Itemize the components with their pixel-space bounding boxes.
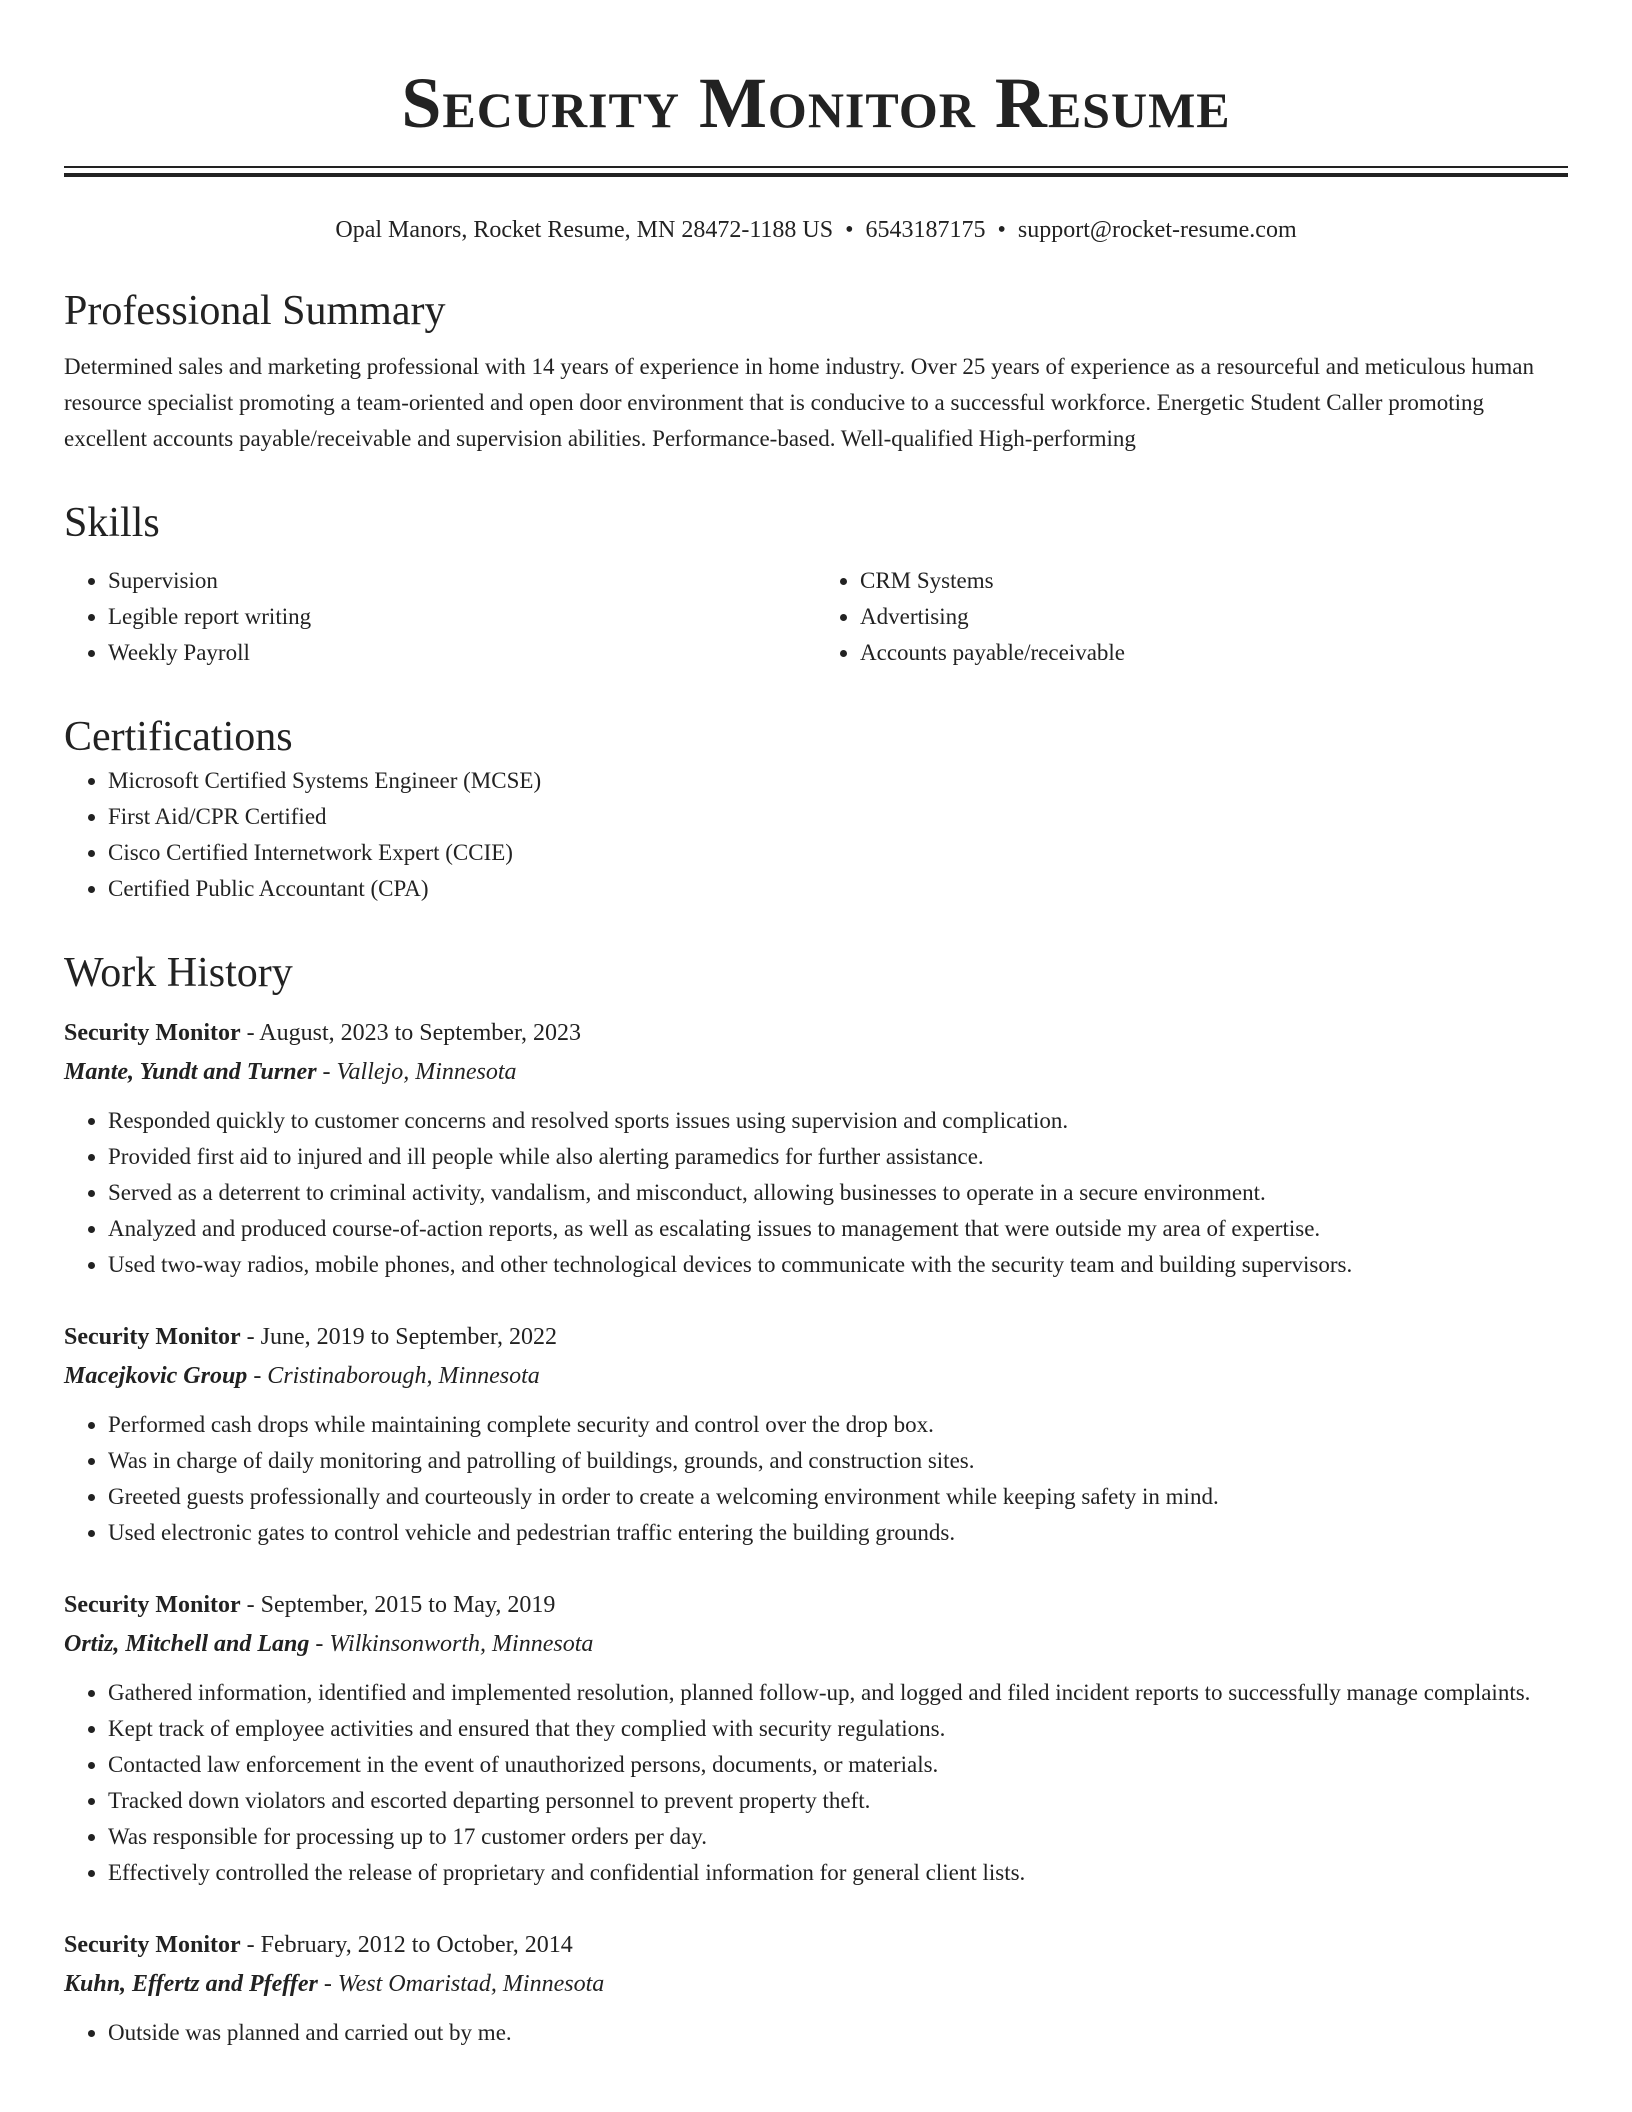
job-dates: - February, 2012 to October, 2014 (240, 1932, 573, 1958)
contact-address: Opal Manors, Rocket Resume, MN 28472-1188 US (335, 217, 834, 243)
duty-item: • Used electronic gates to control vehicle and pedestrian traffic entering the building grounds. (108, 1515, 1568, 1551)
work-history-heading: Work History (64, 950, 293, 996)
duty-item: • Kept track of employee activities and ensured that they complied with security regulations. (108, 1711, 1568, 1747)
job-duties (64, 1675, 1568, 1891)
certification-item: • Cisco Certified Internetwork Expert (CCIE) (108, 835, 1568, 871)
company-name: Macejkovic Group (64, 1363, 248, 1389)
summary-heading: Professional Summary (64, 288, 446, 334)
duty-item: • Gathered information, identified and implemented resolution, planned follow-up, and logged and filed incident reports to successfully manage complaints. (108, 1675, 1568, 1711)
company-line (64, 1053, 1568, 1091)
skills-column-right (816, 563, 1568, 671)
certification-item: • Certified Public Accountant (CPA) (108, 871, 1568, 907)
job-entry (64, 1585, 1568, 1891)
certification-item: • Microsoft Certified Systems Engineer (MCSE) (108, 763, 1568, 799)
certifications-heading: Certifications (64, 714, 293, 760)
skill-item: • Weekly Payroll (108, 635, 816, 671)
contact-separator: • (845, 217, 854, 243)
job-entry (64, 1013, 1568, 1283)
duty-item: • Responded quickly to customer concerns and resolved sports issues using supervision and complication. (108, 1103, 1568, 1139)
job-dates: - August, 2023 to September, 2023 (240, 1020, 581, 1046)
duty-item: • Greeted guests professionally and courteously in order to create a welcoming environment while keeping safety in mind. (108, 1479, 1568, 1515)
duty-item: • Contacted law enforcement in the event of unauthorized persons, documents, or materials. (108, 1747, 1568, 1783)
duty-item: • Tracked down violators and escorted departing personnel to prevent property theft. (108, 1783, 1568, 1819)
job-title: Security Monitor (64, 1324, 241, 1350)
job-title-line (64, 1317, 1568, 1357)
certification-item: • First Aid/CPR Certified (108, 799, 1568, 835)
duty-item: • Outside was planned and carried out by me. (108, 2015, 1568, 2051)
job-dates: - June, 2019 to September, 2022 (240, 1324, 557, 1350)
company-line (64, 1965, 1568, 2003)
company-line (64, 1357, 1568, 1395)
job-title: Security Monitor (64, 1020, 241, 1046)
skill-item: • Advertising (860, 599, 1568, 635)
job-duties (64, 1407, 1568, 1551)
skill-item: • Supervision (108, 563, 816, 599)
contact-separator: • (997, 217, 1006, 243)
job-title-line (64, 1013, 1568, 1053)
job-entry (64, 1925, 1568, 2051)
skills-heading: Skills (64, 500, 160, 546)
contact-line (64, 215, 1568, 245)
resume-page (64, 0, 1568, 2051)
duty-item: • Was responsible for processing up to 17 customer orders per day. (108, 1819, 1568, 1855)
divider-thin (64, 166, 1568, 168)
contact-email: support@rocket-resume.com (1017, 217, 1297, 243)
duty-item: • Effectively controlled the release of proprietary and confidential information for general client lists. (108, 1855, 1568, 1891)
duty-item: • Served as a deterrent to criminal activity, vandalism, and misconduct, allowing businesses to operate in a secure environment. (108, 1175, 1568, 1211)
job-title-line (64, 1925, 1568, 1965)
job-duties (64, 1103, 1568, 1283)
job-duties (64, 2015, 1568, 2051)
job-title: Security Monitor (64, 1932, 241, 1958)
duty-item: • Was in charge of daily monitoring and patrolling of buildings, grounds, and construction sites. (108, 1443, 1568, 1479)
job-title: Security Monitor (64, 1592, 241, 1618)
company-name: Ortiz, Mitchell and Lang (64, 1631, 310, 1657)
job-entry (64, 1317, 1568, 1551)
resume-title: Security Monitor Resume (401, 63, 1231, 143)
skill-item: • Accounts payable/receivable (860, 635, 1568, 671)
duty-item: • Analyzed and produced course-of-action reports, as well as escalating issues to management that were outside my area of expertise. (108, 1211, 1568, 1247)
company-location: - Vallejo, Minnesota (316, 1059, 517, 1085)
company-location: - West Omaristad, Minnesota (317, 1971, 605, 1997)
divider-thick (64, 173, 1568, 177)
job-dates: - September, 2015 to May, 2019 (240, 1592, 556, 1618)
title-divider (64, 166, 1568, 177)
company-name: Kuhn, Effertz and Pfeffer (64, 1971, 318, 1997)
company-line (64, 1625, 1568, 1663)
skill-item: • Legible report writing (108, 599, 816, 635)
duty-item: • Provided first aid to injured and ill people while also alerting paramedics for further assistance. (108, 1139, 1568, 1175)
skills-list (64, 563, 1568, 671)
duty-item: • Performed cash drops while maintaining complete security and control over the drop box. (108, 1407, 1568, 1443)
certifications-list (64, 763, 1568, 907)
summary-text: Determined sales and marketing professional with 14 years of experience in home industry. Over 25 years of experience as a resourceful and meticulous human resource specialist promoting a team-oriented and open door environment that is conducive to a successful workforce. Energetic Student Caller promoting excellent accounts payable/receivable and supervision abilities. Performance-based. Well-qualified High-performing (64, 354, 1535, 451)
duty-item: • Used two-way radios, mobile phones, and other technological devices to communicate with the security team and building supervisors. (108, 1247, 1568, 1283)
skill-item: • CRM Systems (860, 563, 1568, 599)
company-location: - Wilkinsonworth, Minnesota (309, 1631, 594, 1657)
company-location: - Cristinaborough, Minnesota (247, 1363, 540, 1389)
company-name: Mante, Yundt and Turner (64, 1059, 317, 1085)
skills-column-left (64, 563, 816, 671)
contact-phone: 6543187175 (865, 217, 986, 243)
job-title-line (64, 1585, 1568, 1625)
